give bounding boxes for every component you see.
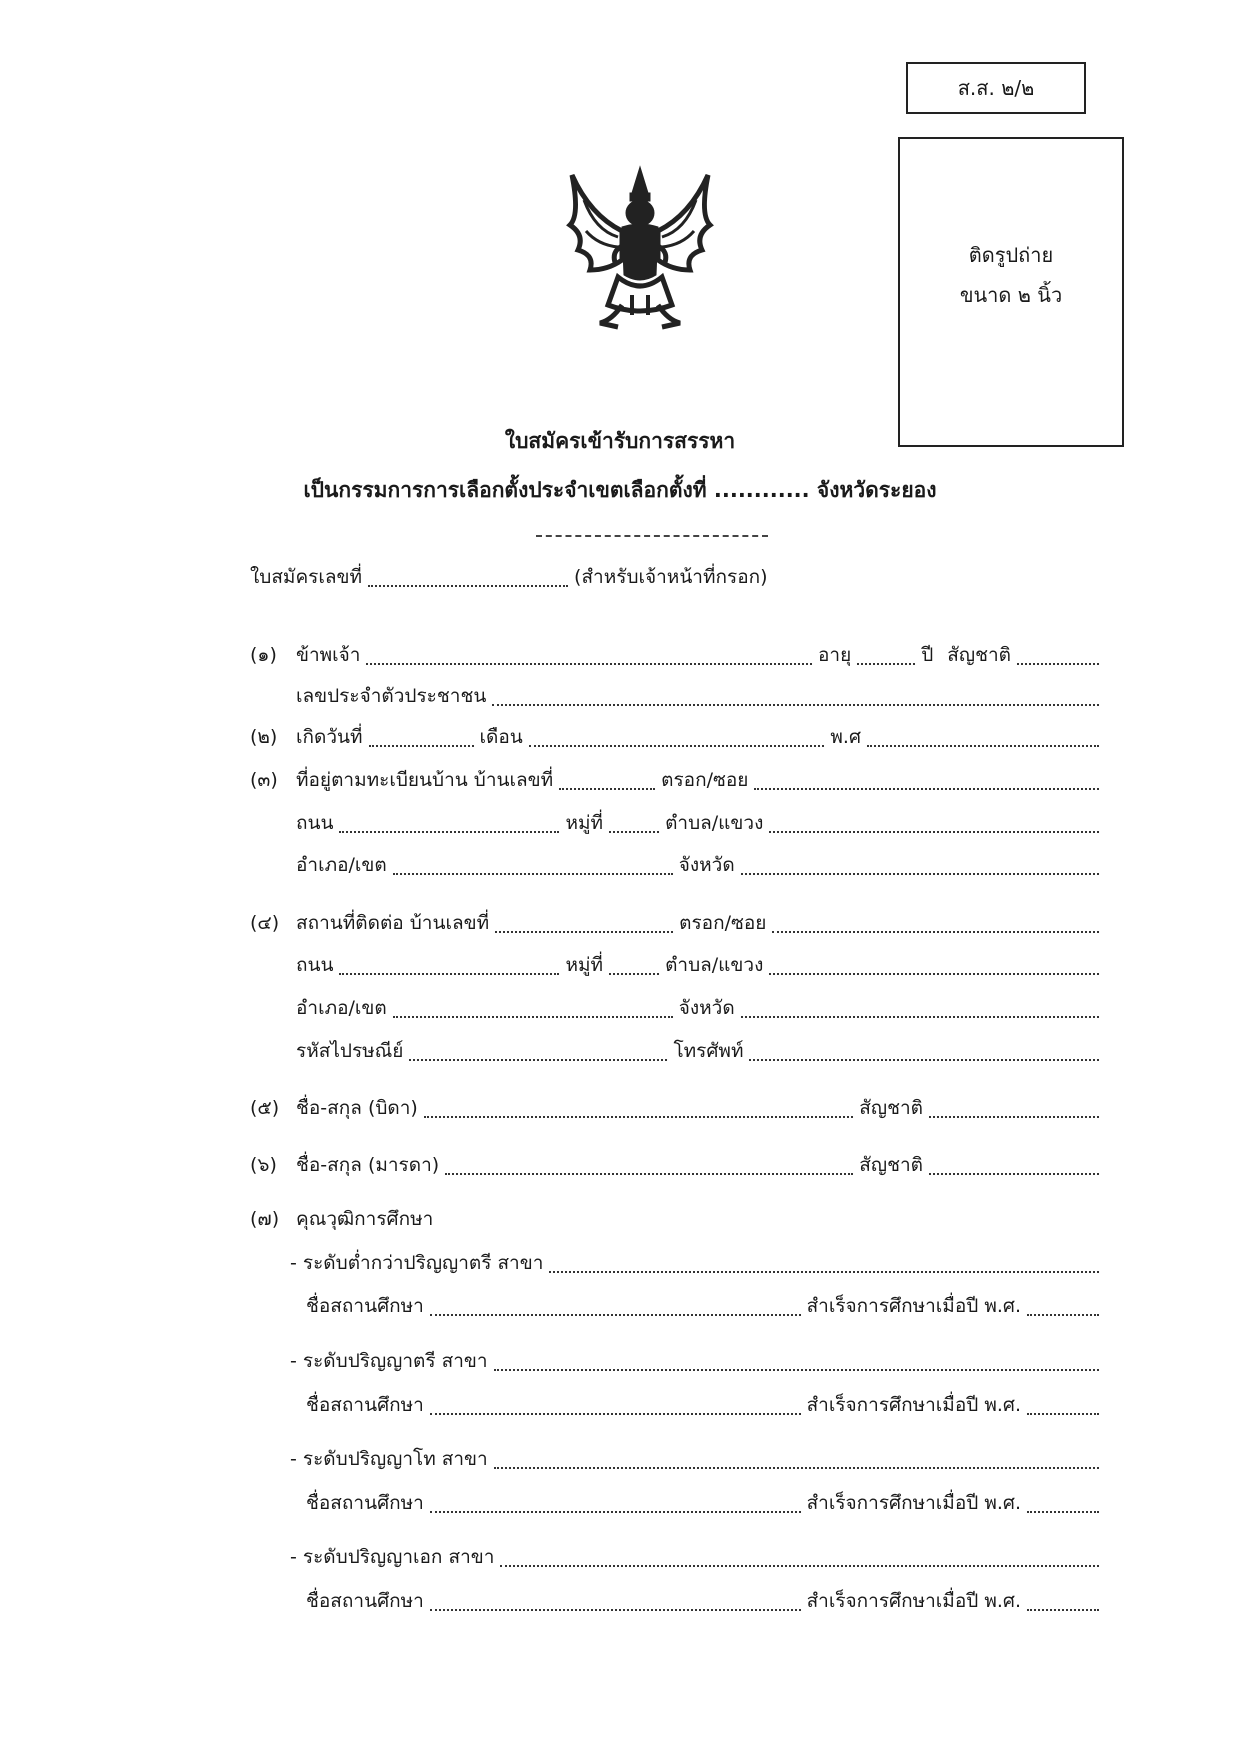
education-level-label: - ระดับปริญญาโท สาขา bbox=[290, 1448, 488, 1470]
institution-field[interactable] bbox=[430, 1314, 801, 1316]
education-label: คุณวุฒิการศึกษา bbox=[296, 1208, 434, 1230]
reg-province-field[interactable] bbox=[741, 873, 1099, 875]
nationality-field[interactable] bbox=[1017, 663, 1099, 665]
reg-house-field[interactable] bbox=[559, 788, 655, 790]
father-name-label: ชื่อ-สกุล (บิดา) bbox=[296, 1097, 418, 1119]
item3-row1 bbox=[250, 765, 1105, 795]
graduated-year-field[interactable] bbox=[1027, 1413, 1099, 1415]
application-no-field[interactable] bbox=[368, 585, 568, 587]
age-field[interactable] bbox=[857, 663, 915, 665]
postal-code-label: รหัสไปรษณีย์ bbox=[296, 1040, 404, 1062]
education-major-field[interactable] bbox=[500, 1565, 1099, 1567]
mother-name-label: ชื่อ-สกุล (มารดา) bbox=[296, 1154, 440, 1176]
institution-field[interactable] bbox=[430, 1413, 801, 1415]
education-level-label: - ระดับปริญญาตรี สาขา bbox=[290, 1350, 488, 1372]
contact-house-field[interactable] bbox=[495, 931, 673, 933]
item4-row4 bbox=[296, 1036, 1105, 1066]
institution-field[interactable] bbox=[430, 1511, 801, 1513]
phone-field[interactable] bbox=[749, 1059, 1099, 1061]
item5-number: (๕) bbox=[250, 1097, 280, 1119]
item6-row bbox=[250, 1150, 1105, 1180]
father-name-field[interactable] bbox=[424, 1116, 853, 1118]
item4-row3 bbox=[296, 993, 1105, 1023]
education-level-row bbox=[290, 1444, 1105, 1474]
item2-row bbox=[250, 722, 1105, 752]
item3-row2 bbox=[296, 808, 1105, 838]
application-no-label: ใบสมัครเลขที่ bbox=[250, 566, 363, 588]
application-no-row bbox=[250, 562, 810, 592]
reg-subdistrict-field[interactable] bbox=[769, 831, 1099, 833]
reg-alley-label: ตรอก/ซอย bbox=[661, 769, 749, 791]
mother-nationality-label: สัญชาติ bbox=[859, 1154, 923, 1176]
contact-province-label: จังหวัด bbox=[678, 997, 735, 1019]
institution-label: ชื่อสถานศึกษา bbox=[306, 1394, 424, 1416]
age-year-label: ปี bbox=[921, 644, 934, 666]
graduated-year-label: สำเร็จการศึกษาเมื่อปี พ.ศ. bbox=[806, 1492, 1021, 1514]
graduated-year-label: สำเร็จการศึกษาเมื่อปี พ.ศ. bbox=[806, 1394, 1021, 1416]
item7-heading bbox=[250, 1204, 650, 1234]
reg-subdistrict-label: ตำบล/แขวง bbox=[665, 812, 764, 834]
item4-number: (๔) bbox=[250, 912, 280, 934]
contact-alley-field[interactable] bbox=[772, 931, 1099, 933]
reg-house-label: ที่อยู่ตามทะเบียนบ้าน บ้านเลขที่ bbox=[296, 769, 554, 791]
institution-label: ชื่อสถานศึกษา bbox=[306, 1295, 424, 1317]
item6-number: (๖) bbox=[250, 1154, 277, 1176]
nationality-label: สัญชาติ bbox=[947, 644, 1011, 666]
reg-alley-field[interactable] bbox=[754, 788, 1099, 790]
birth-year-label: พ.ศ bbox=[830, 726, 861, 748]
item2-number: (๒) bbox=[250, 726, 278, 748]
form-subtitle: เป็นกรรมการการเลือกตั้งประจำเขตเลือกตั้งที่ ............ จังหวัดระยอง bbox=[303, 478, 937, 502]
birth-day-field[interactable] bbox=[369, 745, 474, 747]
institution-row bbox=[306, 1390, 1105, 1420]
contact-moo-field[interactable] bbox=[609, 973, 659, 975]
postal-code-field[interactable] bbox=[409, 1059, 667, 1061]
education-major-field[interactable] bbox=[494, 1369, 1099, 1371]
graduated-year-label: สำเร็จการศึกษาเมื่อปี พ.ศ. bbox=[806, 1295, 1021, 1317]
contact-district-label: อำเภอ/เขต bbox=[296, 997, 387, 1019]
reg-province-label: จังหวัด bbox=[678, 854, 735, 876]
photo-placeholder bbox=[898, 137, 1124, 447]
item5-row bbox=[250, 1093, 1105, 1123]
father-nationality-label: สัญชาติ bbox=[859, 1097, 923, 1119]
citizen-id-field[interactable] bbox=[492, 704, 1099, 706]
name-field[interactable] bbox=[366, 663, 812, 665]
institution-row bbox=[306, 1488, 1105, 1518]
education-level-row bbox=[290, 1248, 1105, 1278]
reg-district-label: อำเภอ/เขต bbox=[296, 854, 387, 876]
garuda-emblem-icon bbox=[560, 155, 720, 340]
institution-field[interactable] bbox=[430, 1609, 801, 1611]
contact-road-label: ถนน bbox=[296, 954, 334, 976]
institution-label: ชื่อสถานศึกษา bbox=[306, 1590, 424, 1612]
age-label: อายุ bbox=[818, 644, 852, 666]
education-level-label: - ระดับต่ำกว่าปริญญาตรี สาขา bbox=[290, 1252, 544, 1274]
contact-district-field[interactable] bbox=[393, 1016, 673, 1018]
reg-road-label: ถนน bbox=[296, 812, 334, 834]
reg-road-field[interactable] bbox=[339, 831, 559, 833]
contact-moo-label: หมู่ที่ bbox=[565, 954, 604, 976]
education-level-row bbox=[290, 1346, 1105, 1376]
education-major-field[interactable] bbox=[549, 1271, 1099, 1273]
item4-row2 bbox=[296, 950, 1105, 980]
item3-number: (๓) bbox=[250, 769, 278, 791]
item1-number: (๑) bbox=[250, 644, 277, 666]
photo-label-line2: ขนาด ๒ นิ้ว bbox=[959, 283, 1063, 307]
education-level-label: - ระดับปริญญาเอก สาขา bbox=[290, 1546, 495, 1568]
graduated-year-field[interactable] bbox=[1027, 1609, 1099, 1611]
phone-label: โทรศัพท์ bbox=[673, 1040, 744, 1062]
birth-year-field[interactable] bbox=[867, 745, 1099, 747]
form-code: ส.ส. ๒/๒ bbox=[906, 62, 1086, 114]
item7-number: (๗) bbox=[250, 1208, 280, 1230]
institution-row bbox=[306, 1586, 1105, 1616]
application-no-note: (สำหรับเจ้าหน้าที่กรอก) bbox=[574, 566, 768, 588]
institution-row bbox=[306, 1291, 1105, 1321]
photo-label-line1: ติดรูปถ่าย bbox=[968, 243, 1054, 267]
item1-row1 bbox=[250, 640, 1105, 670]
birth-day-label: เกิดวันที่ bbox=[296, 726, 363, 748]
graduated-year-field[interactable] bbox=[1027, 1511, 1099, 1513]
reg-moo-label: หมู่ที่ bbox=[565, 812, 604, 834]
mother-nationality-field[interactable] bbox=[929, 1173, 1099, 1175]
reg-moo-field[interactable] bbox=[609, 831, 659, 833]
contact-subdistrict-field[interactable] bbox=[769, 973, 1099, 975]
title-divider bbox=[536, 535, 768, 537]
birth-month-field[interactable] bbox=[529, 745, 825, 747]
graduated-year-label: สำเร็จการศึกษาเมื่อปี พ.ศ. bbox=[806, 1590, 1021, 1612]
reg-district-field[interactable] bbox=[393, 873, 673, 875]
contact-province-field[interactable] bbox=[741, 1016, 1099, 1018]
item1-row2 bbox=[296, 681, 1105, 711]
name-label: ข้าพเจ้า bbox=[296, 644, 361, 666]
contact-alley-label: ตรอก/ซอย bbox=[679, 912, 767, 934]
education-major-field[interactable] bbox=[494, 1467, 1099, 1469]
education-level-row bbox=[290, 1542, 1105, 1572]
father-nationality-field[interactable] bbox=[929, 1116, 1099, 1118]
item3-row3 bbox=[296, 850, 1105, 880]
form-title: ใบสมัครเข้ารับการสรรหา bbox=[504, 429, 736, 453]
item4-row1 bbox=[250, 908, 1105, 938]
graduated-year-field[interactable] bbox=[1027, 1314, 1099, 1316]
contact-subdistrict-label: ตำบล/แขวง bbox=[665, 954, 764, 976]
birth-month-label: เดือน bbox=[479, 726, 523, 748]
contact-road-field[interactable] bbox=[339, 973, 559, 975]
contact-house-label: สถานที่ติดต่อ บ้านเลขที่ bbox=[296, 912, 490, 934]
citizen-id-label: เลขประจำตัวประชาชน bbox=[296, 685, 487, 707]
mother-name-field[interactable] bbox=[445, 1173, 853, 1175]
institution-label: ชื่อสถานศึกษา bbox=[306, 1492, 424, 1514]
